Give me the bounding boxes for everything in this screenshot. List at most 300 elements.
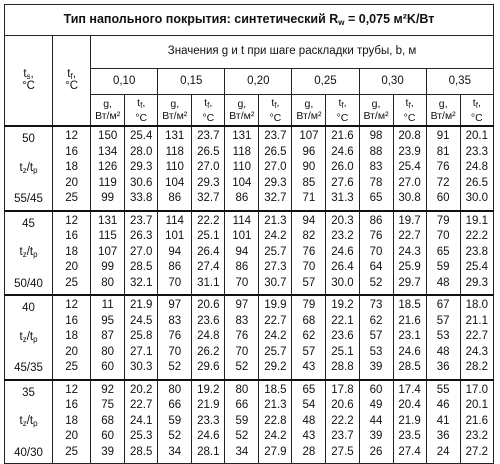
value-cell: 126 bbox=[98, 161, 118, 173]
value-cell: 52 bbox=[168, 430, 182, 442]
value-cell: 20.6 bbox=[331, 399, 354, 411]
value-cell: 96 bbox=[302, 145, 316, 158]
value-cell: 31.1 bbox=[197, 276, 220, 289]
surface-temp-column bbox=[460, 126, 493, 211]
value-cell: 23.2 bbox=[465, 430, 489, 442]
value-cell: 99 bbox=[101, 192, 115, 204]
floor-temp-column bbox=[53, 126, 91, 211]
value-cell: 20.8 bbox=[398, 130, 421, 142]
value-cell: 34 bbox=[235, 445, 249, 458]
value-cell: 24.2 bbox=[264, 430, 287, 442]
value-cell: 94 bbox=[235, 245, 249, 258]
heat-flux-column bbox=[359, 380, 393, 464]
table-group bbox=[5, 295, 494, 380]
floor-temp-cell: 20 bbox=[65, 345, 78, 358]
value-cell: 118 bbox=[165, 145, 184, 158]
value-cell: 59 bbox=[168, 414, 182, 427]
value-cell: 31.3 bbox=[331, 192, 354, 204]
value-cell: 62 bbox=[302, 330, 316, 342]
value-cell: 52 bbox=[235, 430, 249, 442]
heat-flux-column bbox=[158, 211, 192, 296]
tz-tp-label: $t_z/t_p$ bbox=[19, 330, 38, 344]
floor-temp-column bbox=[53, 211, 91, 296]
temp-ratio: 50/40 bbox=[14, 277, 43, 290]
floor-temp-column bbox=[53, 295, 91, 380]
value-cell: 27.0 bbox=[264, 161, 287, 173]
value-cell: 76 bbox=[168, 330, 182, 342]
value-cell: 75 bbox=[101, 399, 115, 411]
value-cell: 52 bbox=[235, 361, 249, 373]
value-cell: 86 bbox=[168, 192, 182, 204]
value-cell: 43 bbox=[302, 430, 316, 442]
value-cell: 119 bbox=[98, 176, 117, 189]
floor-temp-column bbox=[53, 380, 91, 464]
value-cell: 29.7 bbox=[398, 276, 421, 289]
value-cell: 80 bbox=[235, 383, 249, 396]
value-cell: 53 bbox=[369, 345, 383, 358]
temp-ratio: 40/30 bbox=[14, 446, 43, 459]
value-cell: 36 bbox=[436, 430, 450, 442]
value-cell: 19.7 bbox=[398, 214, 421, 227]
surface-temp-column bbox=[192, 211, 225, 296]
value-cell: 28.5 bbox=[398, 361, 421, 373]
value-cell: 26.4 bbox=[197, 245, 220, 258]
g-unit-header: g, Вт/м² bbox=[359, 95, 393, 127]
value-cell: 43 bbox=[302, 361, 316, 373]
supply-temp: 40 bbox=[22, 302, 35, 314]
value-cell: 22.2 bbox=[331, 414, 354, 427]
floor-temp-cell: 20 bbox=[65, 430, 78, 442]
value-cell: 24.8 bbox=[465, 161, 489, 173]
value-cell: 114 bbox=[232, 214, 251, 227]
floor-temp-cell: 18 bbox=[65, 245, 78, 258]
value-cell: 26.2 bbox=[197, 345, 220, 358]
value-cell: 18.5 bbox=[398, 299, 421, 311]
value-cell: 39 bbox=[369, 361, 383, 373]
value-cell: 79 bbox=[302, 299, 316, 311]
value-cell: 68 bbox=[302, 314, 316, 327]
value-cell: 26.4 bbox=[331, 261, 354, 273]
value-cell: 52 bbox=[369, 276, 383, 289]
heat-flux-column bbox=[426, 380, 460, 464]
tf-unit-header: $t_f$, °С bbox=[125, 95, 158, 127]
value-cell: 70 bbox=[168, 276, 182, 289]
value-cell: 21.6 bbox=[398, 314, 421, 327]
value-cell: 80 bbox=[168, 383, 182, 396]
value-cell: 92 bbox=[101, 383, 115, 396]
surface-temp-column bbox=[192, 126, 225, 211]
value-cell: 19.1 bbox=[465, 214, 489, 227]
value-cell: 59 bbox=[436, 261, 450, 273]
g-unit-header: g, Вт/м² bbox=[91, 95, 125, 127]
value-cell: 83 bbox=[168, 314, 182, 327]
heat-flux-column bbox=[292, 126, 326, 211]
value-cell: 11 bbox=[101, 299, 114, 311]
value-cell: 80 bbox=[101, 345, 115, 358]
value-cell: 110 bbox=[232, 161, 251, 173]
value-cell: 29.3 bbox=[264, 176, 287, 189]
value-cell: 32.1 bbox=[130, 276, 153, 289]
value-cell: 20.4 bbox=[398, 399, 421, 411]
value-cell: 23.7 bbox=[197, 130, 220, 142]
value-cell: 23.5 bbox=[398, 430, 421, 442]
value-cell: 27.9 bbox=[264, 445, 287, 458]
heat-flux-column bbox=[426, 211, 460, 296]
heat-flux-column bbox=[292, 380, 326, 464]
spacing-header: 0,20 bbox=[225, 69, 292, 95]
supply-temp-group bbox=[5, 380, 53, 464]
value-cell: 20.1 bbox=[465, 130, 489, 142]
heat-flux-column bbox=[359, 126, 393, 211]
floor-temp-cell: 16 bbox=[65, 145, 78, 158]
table-title: Тип напольного покрытия: синтетический $R_w = 0,075$ м²K/Вт bbox=[5, 5, 494, 36]
value-cell: 27.4 bbox=[398, 445, 421, 458]
floor-temp-cell: 12 bbox=[65, 299, 78, 311]
value-cell: 17.0 bbox=[465, 383, 489, 396]
value-cell: 24 bbox=[436, 445, 450, 458]
value-cell: 104 bbox=[165, 176, 185, 189]
value-cell: 28.5 bbox=[130, 445, 153, 458]
tf-header: $t_f$, °С bbox=[53, 36, 91, 127]
value-cell: 24.6 bbox=[331, 145, 354, 158]
value-cell: 70 bbox=[168, 345, 182, 358]
surface-temp-column bbox=[393, 126, 426, 211]
value-cell: 76 bbox=[436, 161, 450, 173]
value-cell: 67 bbox=[436, 299, 450, 311]
value-cell: 134 bbox=[98, 145, 118, 158]
value-cell: 25.4 bbox=[130, 130, 153, 142]
spacing-header: 0,10 bbox=[91, 69, 158, 95]
value-cell: 55 bbox=[436, 383, 450, 396]
value-cell: 57 bbox=[302, 345, 316, 358]
value-cell: 24.8 bbox=[197, 330, 220, 342]
heat-flux-column bbox=[225, 126, 259, 211]
value-cell: 150 bbox=[98, 130, 118, 142]
value-cell: 53 bbox=[436, 330, 450, 342]
heat-flux-column bbox=[225, 380, 259, 464]
value-cell: 23.9 bbox=[398, 145, 421, 158]
value-cell: 24.6 bbox=[197, 430, 220, 442]
value-cell: 95 bbox=[101, 314, 115, 327]
heat-flux-column bbox=[426, 126, 460, 211]
value-cell: 65 bbox=[436, 245, 450, 258]
spacing-caption: Значения g и t при шаге раскладки трубы, b, м bbox=[91, 36, 494, 69]
value-cell: 83 bbox=[235, 314, 249, 327]
surface-temp-column bbox=[125, 126, 158, 211]
value-cell: 110 bbox=[165, 161, 184, 173]
value-cell: 30.6 bbox=[130, 176, 153, 189]
value-cell: 28 bbox=[302, 445, 316, 458]
surface-temp-column bbox=[259, 380, 292, 464]
value-cell: 99 bbox=[101, 261, 115, 273]
value-cell: 107 bbox=[299, 130, 319, 142]
heat-flux-column bbox=[158, 380, 192, 464]
surface-temp-column bbox=[259, 211, 292, 296]
value-cell: 25.9 bbox=[398, 261, 421, 273]
value-cell: 30.7 bbox=[264, 276, 287, 289]
value-cell: 70 bbox=[436, 230, 450, 242]
surface-temp-column bbox=[259, 295, 292, 380]
value-cell: 27.1 bbox=[130, 345, 153, 358]
value-cell: 26.5 bbox=[264, 145, 287, 158]
value-cell: 30.0 bbox=[465, 192, 489, 204]
value-cell: 44 bbox=[369, 414, 383, 427]
value-cell: 86 bbox=[235, 192, 249, 204]
value-cell: 26.5 bbox=[197, 145, 220, 158]
value-cell: 27.0 bbox=[197, 161, 220, 173]
value-cell: 23.2 bbox=[331, 230, 354, 242]
value-cell: 118 bbox=[232, 145, 251, 158]
supply-temp-group bbox=[5, 295, 53, 380]
value-cell: 49 bbox=[369, 399, 383, 411]
supply-temp: 35 bbox=[22, 386, 35, 399]
g-unit-header: g, Вт/м² bbox=[225, 95, 259, 127]
value-cell: 28.0 bbox=[130, 145, 153, 158]
value-cell: 131 bbox=[98, 214, 118, 227]
heat-flux-column bbox=[158, 295, 192, 380]
tf-unit-header: $t_f$, °С bbox=[259, 95, 292, 127]
value-cell: 57 bbox=[302, 276, 316, 289]
g-unit-header: g, Вт/м² bbox=[292, 95, 326, 127]
value-cell: 39 bbox=[369, 430, 383, 442]
floor-temp-cell: 18 bbox=[65, 161, 78, 173]
surface-temp-column bbox=[460, 295, 493, 380]
surface-temp-column bbox=[259, 126, 292, 211]
value-cell: 115 bbox=[98, 230, 117, 242]
value-cell: 46 bbox=[436, 399, 450, 411]
surface-temp-column bbox=[125, 295, 158, 380]
heat-flux-column bbox=[359, 211, 393, 296]
value-cell: 23.8 bbox=[465, 245, 489, 258]
value-cell: 131 bbox=[165, 130, 185, 142]
value-cell: 24.2 bbox=[264, 230, 287, 242]
heat-flux-column bbox=[91, 380, 125, 464]
value-cell: 26 bbox=[369, 445, 383, 458]
value-cell: 23.3 bbox=[197, 414, 220, 427]
value-cell: 23.7 bbox=[264, 130, 287, 142]
heat-flux-column bbox=[91, 211, 125, 296]
value-cell: 73 bbox=[369, 299, 383, 311]
value-cell: 18.5 bbox=[264, 383, 287, 396]
surface-temp-column bbox=[326, 126, 359, 211]
value-cell: 57 bbox=[369, 330, 383, 342]
surface-temp-column bbox=[192, 380, 225, 464]
heat-flux-column bbox=[359, 295, 393, 380]
value-cell: 29.2 bbox=[264, 361, 287, 373]
tf-unit-header: $t_f$, °С bbox=[393, 95, 426, 127]
value-cell: 32.7 bbox=[197, 192, 220, 204]
value-cell: 21.9 bbox=[130, 299, 153, 311]
value-cell: 21.1 bbox=[465, 314, 489, 327]
value-cell: 24.3 bbox=[465, 345, 489, 358]
value-cell: 24.6 bbox=[331, 245, 354, 258]
value-cell: 70 bbox=[235, 276, 249, 289]
value-cell: 27.6 bbox=[331, 176, 354, 189]
value-cell: 94 bbox=[168, 245, 182, 258]
value-cell: 22.7 bbox=[465, 330, 489, 342]
surface-temp-column bbox=[460, 211, 493, 296]
value-cell: 25.4 bbox=[398, 161, 421, 173]
value-cell: 85 bbox=[302, 176, 316, 189]
value-cell: 82 bbox=[302, 230, 316, 242]
value-cell: 30.0 bbox=[331, 276, 354, 289]
value-cell: 27.3 bbox=[264, 261, 287, 273]
surface-temp-column bbox=[125, 211, 158, 296]
value-cell: 94 bbox=[302, 214, 316, 227]
value-cell: 76 bbox=[369, 230, 383, 242]
heat-flux-column bbox=[91, 126, 125, 211]
floor-temp-cell: 25 bbox=[65, 445, 78, 458]
value-cell: 98 bbox=[369, 130, 383, 142]
surface-temp-column bbox=[460, 380, 493, 464]
value-cell: 57 bbox=[436, 314, 450, 327]
ts-header: $t_s$, °С bbox=[5, 36, 53, 127]
surface-temp-column bbox=[393, 211, 426, 296]
floor-temp-cell: 18 bbox=[65, 330, 78, 342]
g-unit-header: g, Вт/м² bbox=[158, 95, 192, 127]
surface-temp-column bbox=[326, 380, 359, 464]
value-cell: 60 bbox=[369, 383, 383, 396]
surface-temp-column bbox=[326, 211, 359, 296]
floor-temp-cell: 25 bbox=[65, 361, 78, 373]
value-cell: 20.6 bbox=[197, 299, 220, 311]
value-cell: 48 bbox=[302, 414, 316, 427]
floor-temp-cell: 18 bbox=[65, 414, 78, 427]
value-cell: 81 bbox=[436, 145, 450, 158]
value-cell: 107 bbox=[98, 245, 118, 258]
value-cell: 26.0 bbox=[331, 161, 354, 173]
supply-temp: 50 bbox=[22, 133, 35, 145]
value-cell: 91 bbox=[436, 130, 450, 142]
value-cell: 21.3 bbox=[264, 399, 287, 411]
value-cell: 59 bbox=[235, 414, 249, 427]
floor-temp-cell: 16 bbox=[65, 314, 78, 327]
value-cell: 33.8 bbox=[130, 192, 153, 204]
tf-unit-header: $t_f$, °С bbox=[192, 95, 225, 127]
value-cell: 21.9 bbox=[398, 414, 421, 427]
value-cell: 48 bbox=[436, 345, 450, 358]
value-cell: 24.2 bbox=[264, 330, 287, 342]
heat-output-table-container bbox=[4, 4, 494, 459]
table-group bbox=[5, 126, 494, 211]
table-group bbox=[5, 211, 494, 296]
value-cell: 25.1 bbox=[197, 230, 220, 242]
value-cell: 97 bbox=[168, 299, 182, 311]
floor-temp-cell: 25 bbox=[65, 276, 78, 289]
value-cell: 27.5 bbox=[331, 445, 354, 458]
value-cell: 104 bbox=[232, 176, 252, 189]
value-cell: 25.7 bbox=[264, 245, 287, 258]
value-cell: 21.3 bbox=[264, 214, 287, 227]
supply-temp-group bbox=[5, 126, 53, 211]
value-cell: 39 bbox=[101, 445, 115, 458]
value-cell: 60 bbox=[101, 361, 115, 373]
value-cell: 68 bbox=[101, 414, 115, 427]
heat-flux-column bbox=[426, 295, 460, 380]
value-cell: 19.2 bbox=[197, 383, 220, 396]
value-cell: 24.5 bbox=[130, 314, 153, 327]
value-cell: 30.8 bbox=[398, 192, 421, 204]
value-cell: 22.7 bbox=[264, 314, 287, 327]
value-cell: 28.5 bbox=[130, 261, 153, 273]
supply-temp-group bbox=[5, 211, 53, 296]
value-cell: 22.2 bbox=[197, 214, 220, 227]
value-cell: 101 bbox=[232, 230, 252, 242]
value-cell: 62 bbox=[369, 314, 383, 327]
value-cell: 24.6 bbox=[398, 345, 421, 358]
value-cell: 65 bbox=[302, 383, 316, 396]
value-cell: 18.0 bbox=[465, 299, 489, 311]
value-cell: 28.8 bbox=[331, 361, 354, 373]
value-cell: 65 bbox=[369, 192, 383, 204]
floor-temp-cell: 12 bbox=[65, 214, 78, 227]
value-cell: 87 bbox=[101, 330, 115, 342]
value-cell: 36 bbox=[436, 361, 450, 373]
spacing-header: 0,30 bbox=[359, 69, 426, 95]
value-cell: 22.8 bbox=[264, 414, 287, 427]
value-cell: 22.7 bbox=[398, 230, 421, 242]
floor-temp-cell: 16 bbox=[65, 399, 78, 411]
value-cell: 70 bbox=[235, 345, 249, 358]
value-cell: 76 bbox=[302, 245, 316, 258]
surface-temp-column bbox=[192, 295, 225, 380]
heat-flux-column bbox=[292, 211, 326, 296]
value-cell: 30.3 bbox=[130, 361, 153, 373]
value-cell: 29.3 bbox=[130, 161, 153, 173]
value-cell: 27.2 bbox=[465, 445, 489, 458]
value-cell: 86 bbox=[369, 214, 383, 227]
spacing-header: 0,25 bbox=[292, 69, 359, 95]
value-cell: 25.1 bbox=[331, 345, 354, 358]
floor-temp-cell: 12 bbox=[65, 383, 78, 396]
surface-temp-column bbox=[326, 295, 359, 380]
value-cell: 83 bbox=[369, 161, 383, 173]
value-cell: 20.3 bbox=[331, 214, 354, 227]
value-cell: 23.3 bbox=[465, 145, 489, 158]
heat-output-table bbox=[4, 4, 494, 464]
value-cell: 71 bbox=[302, 192, 316, 204]
value-cell: 72 bbox=[436, 176, 450, 189]
floor-temp-cell: 20 bbox=[65, 176, 78, 189]
value-cell: 90 bbox=[302, 161, 316, 173]
value-cell: 27.0 bbox=[130, 245, 153, 258]
value-cell: 54 bbox=[302, 399, 316, 411]
value-cell: 17.4 bbox=[398, 383, 421, 396]
value-cell: 66 bbox=[168, 399, 182, 411]
value-cell: 79 bbox=[436, 214, 450, 227]
tf-unit-header: $t_f$, °С bbox=[326, 95, 359, 127]
heat-flux-column bbox=[158, 126, 192, 211]
surface-temp-column bbox=[393, 380, 426, 464]
value-cell: 26.5 bbox=[465, 176, 489, 189]
value-cell: 76 bbox=[235, 330, 249, 342]
value-cell: 21.6 bbox=[331, 130, 354, 142]
value-cell: 21.9 bbox=[197, 399, 220, 411]
g-unit-header: g, Вт/м² bbox=[426, 95, 460, 127]
value-cell: 23.7 bbox=[331, 430, 354, 442]
value-cell: 70 bbox=[302, 261, 316, 273]
value-cell: 27.4 bbox=[197, 261, 220, 273]
value-cell: 34 bbox=[168, 445, 182, 458]
value-cell: 27.0 bbox=[398, 176, 421, 189]
value-cell: 131 bbox=[232, 130, 252, 142]
value-cell: 101 bbox=[165, 230, 185, 242]
value-cell: 41 bbox=[436, 414, 450, 427]
value-cell: 86 bbox=[168, 261, 182, 273]
value-cell: 25.8 bbox=[130, 330, 153, 342]
value-cell: 22.7 bbox=[130, 399, 153, 411]
floor-temp-cell: 25 bbox=[65, 192, 78, 204]
